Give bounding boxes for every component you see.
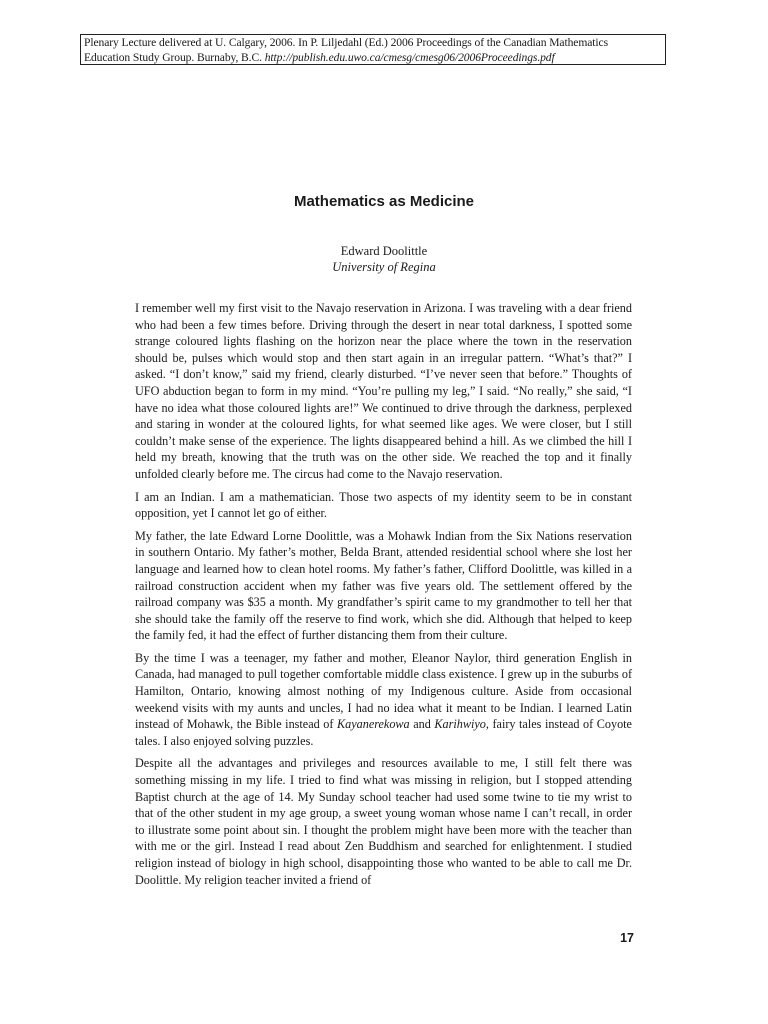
paragraph-navajo-circus: I remember well my first visit to the Navajo reservation in Arizona. I was traveling with a dear friend who had been a few times before. Driving through the desert in near total darkness, I spotted some strange coloured lights flashing on the horizon near the place where the town in the reservation should be, pulses which would stop and then start again in an irregular pattern. “What’s that?” I asked. “I don’t know,” said my friend, clearly disturbed. “I’ve never seen that before.” Thoughts of UFO abduction began to form in my mind. “You’re pulling my leg,” I said. “No really,” she said, “I have no idea what those coloured lights are!” We continued to drive through the darkness, perplexed and staring in wonder at the coloured lights, for what seemed like ages. We were closer, but I still couldn’t make sense of the experience. The lights disappeared behind a hill. As we climbed the hill I held my breath, knowing that the truth was on the other side. We reached the top and it finally unfolded clearly before me. The circus had come to the Navajo reservation.	[135, 301, 632, 481]
paragraph-religion: Despite all the advantages and privileges and resources available to me, I still felt there was something missing in my life. I tried to find what was missing in religion, but I stopped attending Baptist church at the age of 14. My Sunday school teacher had used some twine to tie my wrist to that of the other student in my age group, a sweet young woman whose name I can’t recall, in order to illustrate some point about sin. I thought the problem might have been more with the teacher than with me or the girl. Instead I read about Zen Buddhism and searched for enlightenment. I studied religion instead of biology in high school, disappointing those who wanted to be able to call me Dr. Doolittle. My religion teacher invited a friend of	[135, 756, 632, 887]
citation-line-2-text: Education Study Group. Burnaby, B.C.	[84, 50, 265, 64]
term-kayanerekowa: Kayanerekowa	[337, 717, 410, 732]
body-text	[135, 300, 632, 894]
term-karihwiyo: Karihwiyo	[434, 717, 486, 732]
paragraph-teenager	[135, 650, 632, 750]
paragraph-teenager-part-2: and	[409, 717, 435, 732]
paragraph-father: My father, the late Edward Lorne Doolittle, was a Mohawk Indian from the Six Nations reservation in southern Ontario. My father’s mother, Belda Brant, attended residential school where she lost her language and learned how to clean hotel rooms. My father’s father, Clifford Doolittle, was killed in a railroad construction accident when my father was five years old. The settlement offered by the railroad company was $35 a month. My grandfather’s spirit came to my grandmother to tell her that she should take the family off the reserve to find work, which she did. Although that helped to keep the family fed, it had the effect of further distancing them from their culture.	[135, 528, 632, 643]
author-name: Edward Doolittle	[340, 244, 428, 258]
page-number: 17	[620, 931, 634, 945]
paragraph-teenager-part-1: By the time I was a teenager, my father and mother, Eleanor Naylor, third generation English in Canada, had managed to pull together comfortable middle class existence. I grew up in the suburbs of Hamilton, Ontario, knowing almost nothing of my Indigenous culture. Aside from occasional weekend visits with my aunts and uncles, I had no idea what it meant to be Indian. I learned Latin instead of Mohawk, the Bible instead of	[135, 650, 632, 732]
paragraph-teenager-part-3: , fairy tales instead of Coyote tales. I also enjoyed solving puzzles.	[135, 717, 632, 748]
author-affiliation: University of Regina	[332, 260, 436, 274]
citation-line-2	[84, 51, 662, 66]
citation-header-box	[80, 34, 666, 65]
proceedings-url-link[interactable]: http://publish.edu.uwo.ca/cmesg/cmesg06/2006Proceedings.pdf	[264, 50, 555, 64]
author-block	[0, 243, 768, 275]
citation-line-1: Plenary Lecture delivered at U. Calgary, 2006. In P. Liljedahl (Ed.) 2006 Proceedings of the Canadian Mathematics	[84, 36, 608, 49]
paragraph-identity: I am an Indian. I am a mathematician. Those two aspects of my identity seem to be in constant opposition, yet I cannot let go of either.	[135, 489, 632, 521]
paper-title: Mathematics as Medicine	[293, 193, 475, 210]
